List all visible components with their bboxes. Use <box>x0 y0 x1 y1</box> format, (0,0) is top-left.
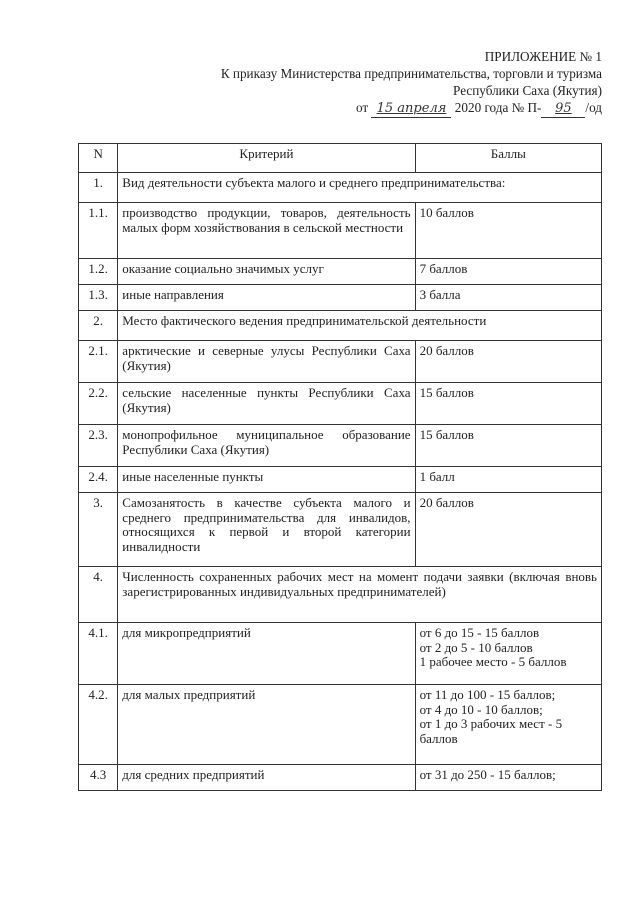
table-row <box>79 493 602 567</box>
table-row <box>79 765 602 791</box>
row-points <box>415 685 601 765</box>
row-criterion: арктические и северные улусы Республики Саха (Якутия) <box>118 341 415 383</box>
points-line: 20 баллов <box>419 343 474 358</box>
points-line: 3 балла <box>419 287 461 302</box>
row-criterion: для средних предприятий <box>118 765 415 791</box>
points-line: 10 баллов <box>419 205 474 220</box>
handwritten-number: 95 <box>541 99 585 118</box>
row-points <box>415 203 601 259</box>
row-points <box>415 285 601 311</box>
appendix-title: ПРИЛОЖЕНИЕ № 1 <box>484 49 602 64</box>
row-number: 4.2. <box>79 685 118 765</box>
row-criterion: Самозанятость в качестве субъекта малого и среднего предпринимательства для инвалидов, относящихся к первой и второй категории инвалидности <box>118 493 415 567</box>
row-number: 2.1. <box>79 341 118 383</box>
row-criterion: Вид деятельности субъекта малого и среднего предпринимательства: <box>118 173 602 203</box>
table-row <box>79 203 602 259</box>
row-number: 2.4. <box>79 467 118 493</box>
row-criterion: для малых предприятий <box>118 685 415 765</box>
row-criterion: сельские населенные пункты Республики Саха (Якутия) <box>118 383 415 425</box>
row-criterion: для микропредприятий <box>118 623 415 685</box>
table-row <box>79 567 602 623</box>
row-criterion: производство продукции, товаров, деятельность малых форм хозяйствования в сельской местности <box>118 203 415 259</box>
points-line: 7 баллов <box>419 261 468 276</box>
points-line: от 6 до 15 - 15 баллов <box>419 625 540 640</box>
date-year-number: 2020 года № П- <box>454 100 542 115</box>
row-criterion: оказание социально значимых услуг <box>118 259 415 285</box>
document-header <box>221 48 602 118</box>
points-line: 1 балл <box>419 469 455 484</box>
row-number: 2.3. <box>79 425 118 467</box>
row-number: 1.2. <box>79 259 118 285</box>
row-points <box>415 259 601 285</box>
row-criterion: Место фактического ведения предпринимательской деятельности <box>118 311 602 341</box>
table-row <box>79 311 602 341</box>
row-points <box>415 383 601 425</box>
table-row <box>79 623 602 685</box>
points-line: от 31 до 250 - 15 баллов; <box>419 767 556 782</box>
column-header-criterion: Критерий <box>118 144 415 173</box>
row-number: 2.2. <box>79 383 118 425</box>
row-number: 2. <box>79 311 118 341</box>
column-header-points: Баллы <box>415 144 601 173</box>
order-reference: К приказу Министерства предпринимательства, торговли и туризма <box>220 66 602 81</box>
row-number: 1. <box>79 173 118 203</box>
republic-name: Республики Саха (Якутия) <box>453 83 602 98</box>
points-line: 15 баллов <box>419 385 474 400</box>
row-number: 3. <box>79 493 118 567</box>
row-number: 4.1. <box>79 623 118 685</box>
table-row <box>79 173 602 203</box>
table-row <box>79 425 602 467</box>
row-number: 4.3 <box>79 765 118 791</box>
row-number: 1.1. <box>79 203 118 259</box>
table-row <box>79 285 602 311</box>
handwritten-date: 15 апреля <box>371 99 451 118</box>
row-number: 1.3. <box>79 285 118 311</box>
row-criterion: иные населенные пункты <box>118 467 415 493</box>
table-header-row <box>79 144 602 173</box>
points-line: от 1 до 3 рабочих мест - 5 баллов <box>419 716 563 746</box>
row-criterion: Численность сохраненных рабочих мест на момент подачи заявки (включая вновь зарегистрированных индивидуальных предпринимателей) <box>118 567 602 623</box>
row-points <box>415 765 601 791</box>
date-prefix: от <box>356 100 369 115</box>
points-line: 15 баллов <box>419 427 474 442</box>
row-number: 4. <box>79 567 118 623</box>
table-row <box>79 467 602 493</box>
row-points <box>415 467 601 493</box>
row-criterion: монопрофильное муниципальное образование Республики Саха (Якутия) <box>118 425 415 467</box>
column-header-n: N <box>79 144 118 173</box>
table-row <box>79 341 602 383</box>
row-points <box>415 493 601 567</box>
points-line: 1 рабочее место - 5 баллов <box>419 654 567 669</box>
row-points <box>415 623 601 685</box>
points-line: 20 баллов <box>419 495 474 510</box>
points-line: от 2 до 5 - 10 баллов <box>419 639 533 655</box>
table-row <box>79 685 602 765</box>
table-row <box>79 383 602 425</box>
points-line: от 4 до 10 - 10 баллов; <box>419 701 543 717</box>
row-points <box>415 425 601 467</box>
row-criterion: иные направления <box>118 285 415 311</box>
table-row <box>79 259 602 285</box>
date-suffix: /од <box>585 100 602 115</box>
order-date-line <box>221 99 602 118</box>
points-line: от 11 до 100 - 15 баллов; <box>419 687 556 702</box>
row-points <box>415 341 601 383</box>
criteria-table <box>78 143 602 791</box>
